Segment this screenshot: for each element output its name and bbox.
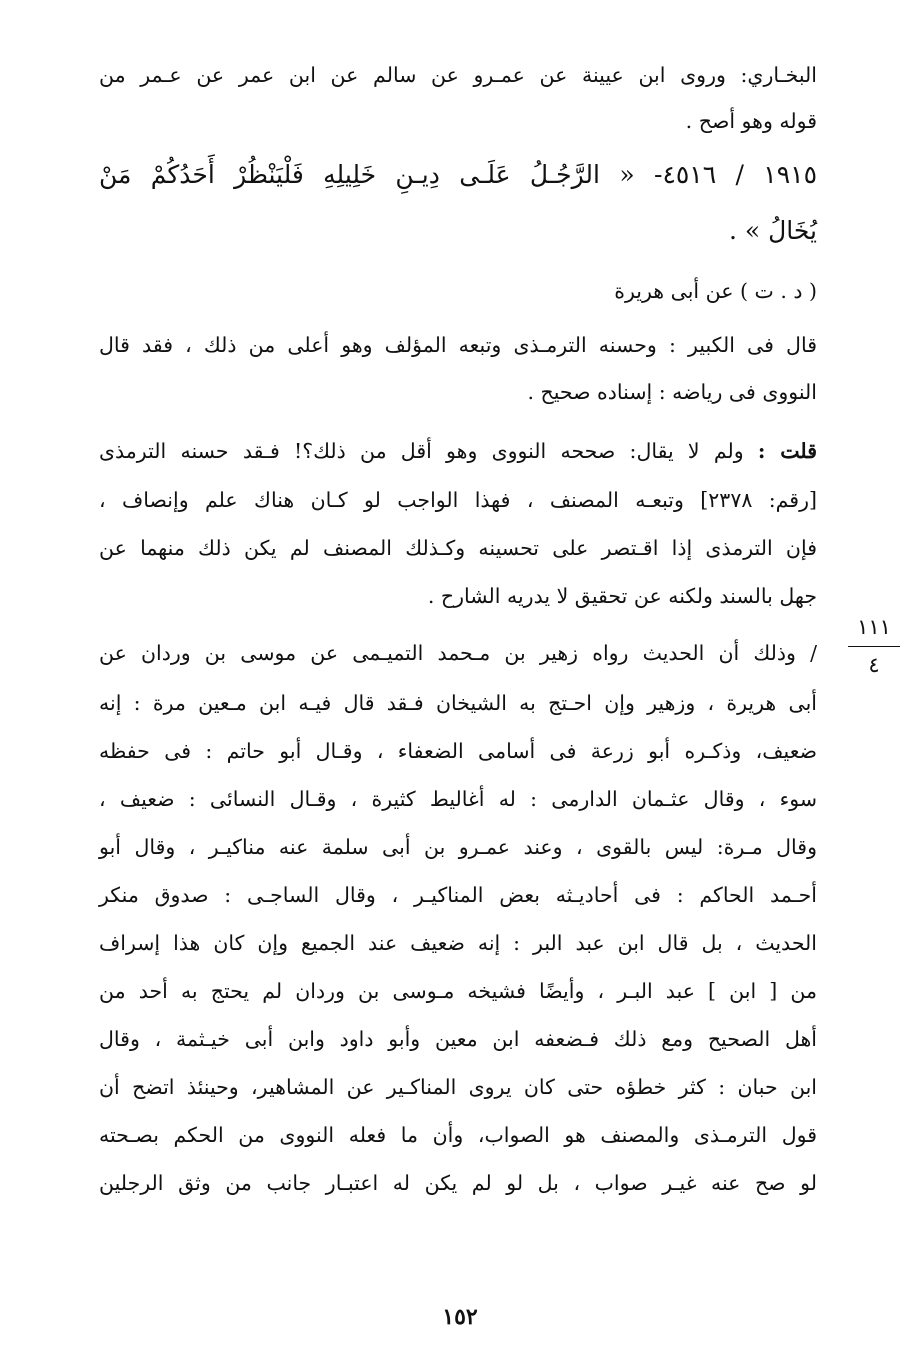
text-line: قوله وهو أصح . bbox=[685, 109, 817, 133]
text-line: الحديث ، بل قال ابن عبد البر : إنه ضعيف عند الجميع وإن كان هذا إسراف bbox=[99, 931, 817, 955]
qult-text: ولم لا يقال: صححه النووى وهو أقل من ذلك؟! فـقد حسنه الترمذى bbox=[99, 439, 744, 463]
text-line: [رقم: ٢٣٧٨] وتبعـه المصنف ، فهذا الواجب لو كـان هناك علم وإنصاف ، bbox=[99, 488, 817, 512]
text-line: فإن الترمذى إذا اقـتصر على تحسينه وكـذلك المصنف لم يكن ذلك منهما عن bbox=[99, 536, 817, 560]
hadith-source: ( د . ت ) عن أبى هريرة bbox=[614, 279, 817, 303]
text-line: قال فى الكبير : وحسنه الترمـذى وتبعه المؤلف وهو أعلى من ذلك ، فقد قال bbox=[99, 333, 817, 357]
margin-reference-top: ١١١ bbox=[857, 615, 891, 639]
text-line: أبى هريرة ، وزهير وإن احـتج به الشيخان فـقد قال فيـه ابن مـعين مرة : إنه bbox=[99, 691, 817, 715]
text-line: أهل الصحيح ومع ذلك فـضعفه ابن معين وأبو داود وابن أبى خيـثمة ، وقال bbox=[99, 1027, 817, 1051]
text-line: ضعيف، وذكـره أبو زرعة فى أسامى الضعفاء ، وقـال أبو حاتم : فى حفظه bbox=[99, 739, 817, 763]
hadith-line: يُخَالُ » . bbox=[728, 216, 817, 245]
text-line: النووى فى رياضه : إسناده صحيح . bbox=[527, 380, 817, 404]
text-line: ابن حبان : كثر خطؤه حتى كان يروى المناكـير عن المشاهير، وحينئذ اتضح أن bbox=[99, 1075, 817, 1099]
text-line: سوء ، وقال عثـمان الدارمى : له أغاليط كثيرة ، وقـال النسائى : ضعيف ، bbox=[99, 787, 817, 811]
text-line: وقال مـرة: ليس بالقوى ، وعند عمـرو بن أبى سلمة عنه مناكيـر ، وقال أبو bbox=[99, 835, 817, 859]
text-line: قول الترمـذى والمصنف هو الصواب، وأن ما فعله النووى من الحكم بصـحته bbox=[99, 1123, 817, 1147]
text-line: أحـمد الحاكم : فى أحاديـثه بعض المناكيـر ، وقال الساجـى : صدوق منكر bbox=[99, 883, 817, 907]
text-line bbox=[99, 436, 817, 466]
margin-divider bbox=[848, 646, 900, 647]
page-number: ١٥٢ bbox=[442, 1304, 478, 1330]
text-line: من [ ابن ] عبد البـر ، وأيضًا فشيخه مـوسى بن وردان لم يحتج به أحد من bbox=[99, 979, 817, 1003]
qult-label: قلت : bbox=[757, 439, 817, 463]
text-line: لو صح عنه غيـر صواب ، بل لو لم يكن له اعتبـار جانب من وثق الرجلين bbox=[99, 1171, 817, 1195]
margin-reference-bottom: ٤ bbox=[868, 653, 880, 677]
text-line: / وذلك أن الحديث رواه زهير بن مـحمد التميـمى عن موسى بن وردان عن bbox=[99, 641, 817, 665]
text-line: جهل بالسند ولكنه عن تحقيق لا يدريه الشارح . bbox=[427, 584, 817, 608]
hadith-line: ١٩١٥ / ٤٥١٦- « الرَّجُـلُ عَلَـى دِيـنِ خَلِيلِهِ فَلْيَنْظُرْ أَحَدُكُمْ مَنْ bbox=[99, 160, 817, 189]
text-line: البخـاري: وروى ابن عيينة عن عمـرو عن سالم عن ابن عمر عن عـمر من bbox=[99, 63, 817, 87]
